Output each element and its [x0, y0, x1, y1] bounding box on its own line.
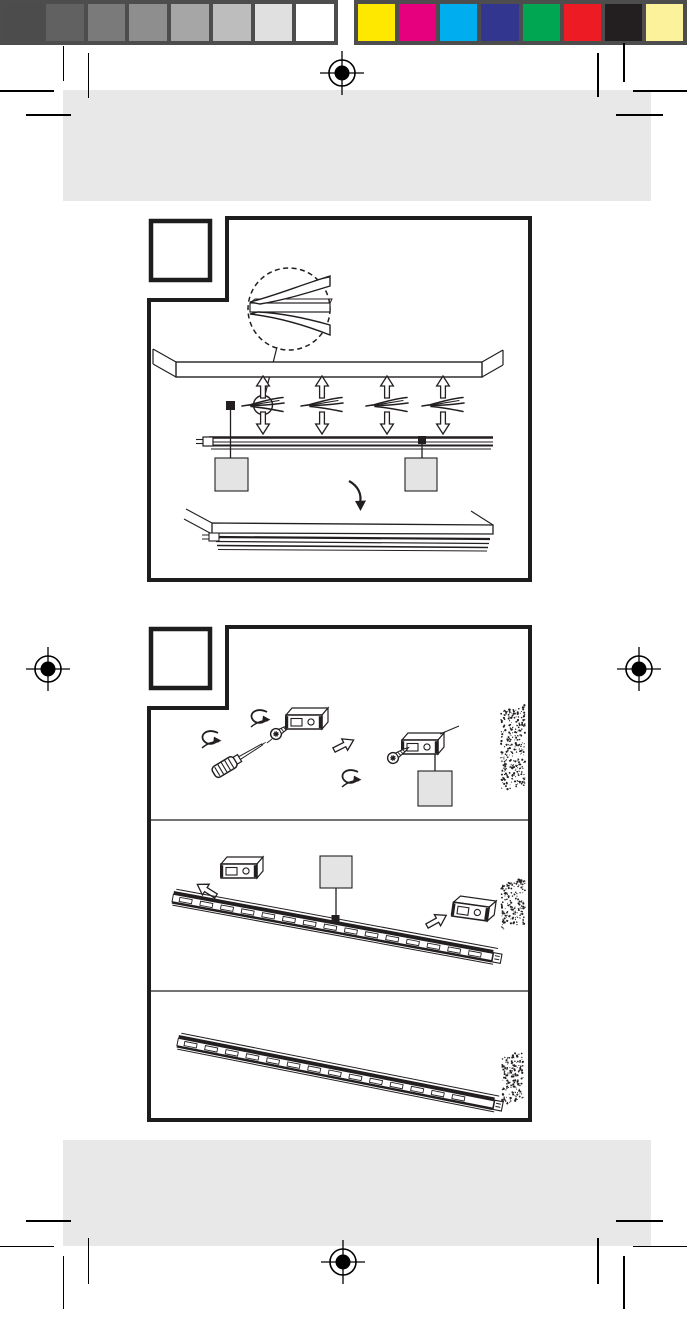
grayscale-swatch-8	[296, 4, 334, 41]
grayscale-swatch-5	[171, 4, 209, 41]
color-swatch-5	[523, 4, 560, 41]
color-swatch-8	[646, 4, 683, 41]
crop-mark	[26, 1220, 71, 1222]
wall-bracket-icon	[285, 708, 328, 729]
color-swatch-2	[399, 4, 436, 41]
figure-1-ceiling-mount-diagram	[146, 214, 534, 584]
registration-mark-icon	[318, 49, 366, 97]
grayscale-swatch-2	[46, 4, 84, 41]
crop-mark	[597, 53, 599, 97]
crop-mark	[623, 43, 625, 82]
crop-mark	[63, 46, 65, 81]
color-swatch-7	[605, 4, 642, 41]
wall-bracket-icon	[401, 733, 444, 754]
crop-mark	[0, 1246, 54, 1248]
grayscale-swatch-4	[129, 4, 167, 41]
label-box	[320, 856, 352, 888]
crop-mark	[88, 1238, 90, 1284]
crop-mark	[633, 90, 687, 92]
crop-mark	[63, 1256, 65, 1309]
grayscale-swatch-1	[4, 4, 42, 41]
step-number-box	[151, 221, 210, 280]
color-swatch-6	[564, 4, 601, 41]
bottom-gray-band	[63, 1140, 651, 1246]
label-box	[418, 771, 452, 806]
crop-mark	[633, 1246, 687, 1248]
grayscale-swatch-3	[88, 4, 126, 41]
top-gray-band	[63, 90, 651, 201]
registration-mark-icon	[24, 645, 72, 693]
crop-mark	[616, 1220, 663, 1222]
crop-mark	[616, 114, 663, 116]
grayscale-calibration-strip	[0, 0, 338, 45]
label-box	[405, 458, 437, 491]
crop-mark	[88, 53, 90, 98]
color-swatch-1	[358, 4, 395, 41]
color-calibration-strip	[354, 0, 687, 45]
registration-mark-icon	[319, 1238, 367, 1286]
color-swatch-4	[481, 4, 518, 41]
label-box	[215, 458, 248, 491]
crop-mark	[623, 1256, 625, 1309]
crop-mark	[0, 90, 54, 92]
color-swatch-3	[440, 4, 477, 41]
registration-mark-icon	[615, 645, 663, 693]
wall-bracket-icon	[220, 857, 263, 878]
crop-mark	[26, 114, 71, 116]
grayscale-swatch-7	[255, 4, 293, 41]
grayscale-swatch-6	[213, 4, 251, 41]
step-number-box	[151, 629, 210, 688]
crop-mark	[597, 1238, 599, 1284]
figure-2-wall-mount-diagram	[146, 622, 534, 1124]
